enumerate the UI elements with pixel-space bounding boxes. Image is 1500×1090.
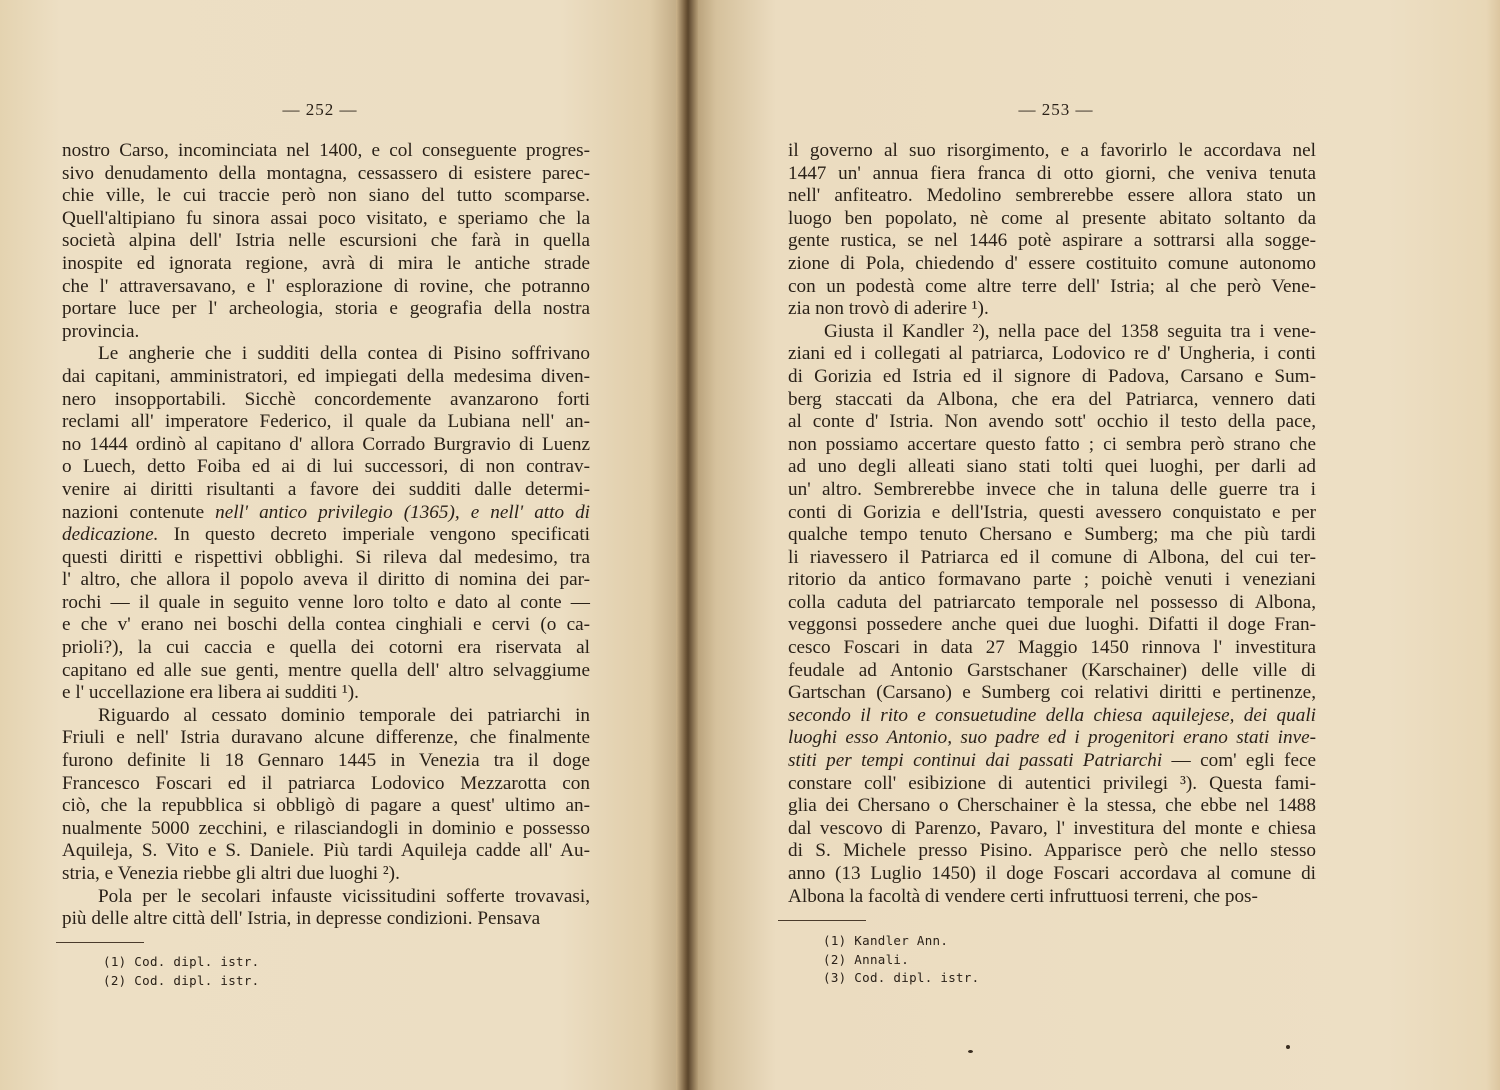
footnote-rule-left <box>56 942 144 943</box>
text-line: Giusta il Kandler ²), nella pace del 1358 seguita tra i vene- <box>824 320 1316 342</box>
text-line: nostro Carso, incominciata nel 1400, e col conseguente progres- <box>62 140 590 161</box>
text-line: più delle altre città dell' Istria, in depresse condizioni. Pensava <box>62 908 541 930</box>
paper-speck <box>1286 1045 1290 1049</box>
footnote-right-1: (1) Kandler Ann. <box>823 933 949 948</box>
left-body-text <box>62 140 590 931</box>
text-line: dedicazione. In questo decreto imperiale vengono specificati <box>62 524 590 546</box>
text-line: Pola per le secolari infauste vicissitudini sofferte trovavasi, <box>98 885 590 907</box>
text-line: di S. Michele presso Pisino. Apparisce però che nello stesso <box>788 840 1316 862</box>
text-line: il governo al suo risorgimento, e a favorirlo le accordava nel <box>788 140 1316 161</box>
text-line: sivo denudamento della montagna, cessassero di esistere parec- <box>62 162 590 184</box>
text-line: nazioni contenute nell' antico privilegio (1365), e nell' atto di <box>62 501 591 523</box>
text-line: luoghi esso Antonio, suo padre ed i progenitori erano stati inve- <box>788 727 1316 749</box>
text-line: venire ai diritti risultanti a favore dei sudditi dalle determi- <box>62 478 590 500</box>
text-line: reclami all' imperatore Federico, il quale da Lubiana nell' an- <box>62 411 590 433</box>
text-line: Riguardo al cessato dominio temporale dei patriarchi in <box>98 704 590 726</box>
book-gutter <box>676 0 698 1090</box>
text-line: o Luech, detto Foiba ed ai di lui successori, di non contrav- <box>62 456 590 478</box>
text-line: gente rustica, se nel 1446 potè aspirare a sottrarsi alla sogge- <box>788 230 1316 252</box>
footnotes-right <box>823 932 980 988</box>
left-page <box>0 0 686 1090</box>
text-line: secondo il rito e consuetudine della chiesa aquilejese, dei quali <box>788 704 1316 726</box>
text-line: li riavessero il Patriarca ed il comune di Albona, del cui ter- <box>788 546 1316 568</box>
text-line: ad uno degli alleati siano stati tolti quei luoghi, per darli ad <box>788 456 1316 478</box>
text-line: e che v' erano nei boschi della contea cinghiali e cervi (o ca- <box>62 614 590 636</box>
text-line: glia dei Chersano o Cherschainer è la stessa, che ebbe nel 1488 <box>788 795 1316 817</box>
text-line: nell' anfiteatro. Medolino sembrerebbe essere allora stato un <box>788 185 1316 207</box>
text-line: Francesco Foscari ed il patriarca Lodovico Mezzarotta con <box>62 772 590 794</box>
text-line: nero insopportabili. Sicchè concordemente avanzarono forti <box>62 388 590 410</box>
text-line: Quell'altipiano fu sinora assai poco visitato, e speriamo che la <box>62 207 590 229</box>
text-line: dai capitani, amministratori, ed impiegati della medesima diven- <box>62 365 590 387</box>
text-line: rochi — il quale in seguito venne loro tolto e dato al conte — <box>62 591 590 613</box>
text-line: Albona la facoltà di vendere certi infruttuosi terreni, che pos- <box>788 885 1258 907</box>
text-fragment: — com' egli fece <box>1162 750 1316 772</box>
text-line: che l' attraversavano, e l' esplorazione di rovine, che potranno <box>62 275 590 297</box>
text-line: nualmente 5000 zecchini, e rilasciandogli in dominio e possesso <box>62 817 590 839</box>
text-line: furono definite li 18 Gennaro 1445 in Venezia tra il doge <box>62 750 590 772</box>
text-line: questi diritti e rispettivi obblighi. Si rileva dal medesimo, tra <box>62 546 590 568</box>
text-line: luogo ben popolato, nè come al presente abitato soltanto da <box>788 207 1316 229</box>
text-line: inospite ed ignorata regione, avrà di mira le antiche strade <box>62 252 590 274</box>
text-line: zione di Pola, chiedendo d' essere costituito comune autonomo <box>788 252 1316 274</box>
text-line: al conte d' Istria. Non avendo sott' occhio il testo della pace, <box>788 411 1316 433</box>
footnote-left-2: (2) Cod. dipl. istr. <box>103 972 260 988</box>
footnote-right-3: (3) Cod. dipl. istr. <box>823 970 980 985</box>
text-line: stiti per tempi continui dai passati Patriarchi — com' egli fece <box>788 750 1316 772</box>
text-line: un' altro. Sembrerebbe invece che in taluna delle guerre tra i <box>788 478 1316 500</box>
footnotes-left <box>103 953 260 990</box>
text-line: chie ville, le cui traccie però non siano del tutto scomparse. <box>62 185 590 207</box>
text-line: stria, e Venezia riebbe gli altri due luoghi ²). <box>62 863 400 884</box>
text-line: feudale ad Antonio Garstschaner (Karschainer) delle ville di <box>788 659 1316 681</box>
text-line: Gartschan (Carsano) e Sumberg coi relativi diritti e pertinenze, <box>788 682 1316 704</box>
text-line: zia non trovò di aderire ¹). <box>788 298 989 320</box>
text-line: ritorio da antico formavano parte ; poichè venuti i veneziani <box>788 569 1316 591</box>
text-line: dal vescovo di Parenzo, Pavaro, l' investitura del monte e chiesa <box>788 817 1316 839</box>
text-line: portare luce per l' archeologia, storia e geografia della nostra <box>62 298 590 320</box>
text-line: Le angherie che i sudditi della contea di Pisino soffrivano <box>98 343 590 365</box>
text-line: conti di Gorizia e dell'Istria, questi avessero conquistato e per <box>788 501 1316 523</box>
text-line: Aquileja, S. Vito e S. Daniele. Più tardi Aquileja cadde all' Au- <box>62 840 590 862</box>
italic-citation: nell' antico privilegio (1365), e nell' atto di <box>215 501 591 523</box>
paper-speck <box>968 1050 973 1053</box>
text-line: e l' uccellazione era libera ai sudditi ¹). <box>62 682 359 704</box>
footnote-left-1: (1) Cod. dipl. istr. <box>103 954 260 969</box>
page-number-right: — 253 — <box>1018 100 1094 119</box>
footnote-rule-right <box>778 920 866 921</box>
right-page <box>686 0 1500 1090</box>
text-line: di Gorizia ed Istria ed il signore di Padova, Carsano e Sum- <box>788 365 1316 387</box>
text-line: ziani ed i collegati al patriarca, Lodovico re d' Ungheria, i conti <box>788 343 1316 365</box>
text-line: provincia. <box>62 320 140 342</box>
text-line: cesco Foscari in data 27 Maggio 1450 rinnova l' investitura <box>788 637 1316 659</box>
text-line: no 1444 ordinò al capitano d' allora Corrado Burgravio di Luenz <box>62 433 590 455</box>
text-line: prioli?), la cui caccia e quella dei cotorni era riservata al <box>62 637 590 659</box>
footnote-right-2: (2) Annali. <box>823 951 910 967</box>
text-line: con un podestà come altre terre dell' Istria; al che però Vene- <box>788 275 1316 297</box>
text-line: ciò, che la repubblica si obbligò di pagare a quest' ultimo an- <box>62 795 590 817</box>
text-line: veggonsi possedere anche quei due luoghi. Difatti il doge Fran- <box>788 614 1316 636</box>
right-body-text <box>788 140 1316 908</box>
text-line: constare coll' esibizione di autentici privilegi ³). Questa fami- <box>788 772 1316 794</box>
text-line: non possiamo accertare questo fatto ; ci sembra però strano che <box>788 433 1316 455</box>
text-line: capitano ed alle sue genti, mentre quella dell' altro selvaggiume <box>62 659 590 681</box>
text-line: società alpina dell' Istria nelle escursioni che farà in quella <box>62 230 590 252</box>
page-number-left: — 252 — <box>282 100 358 119</box>
text-line: 1447 un' annua fiera franca di otto giorni, che veniva tenuta <box>788 162 1316 184</box>
text-line: l' altro, che allora il popolo aveva il diritto di nomina dei par- <box>62 569 590 591</box>
text-line: anno (13 Luglio 1450) il doge Foscari accordava al comune di <box>788 863 1316 884</box>
text-line: berg staccati da Albona, che era del Patriarca, vennero dati <box>788 388 1316 410</box>
text-line: Friuli e nell' Istria duravano alcune differenze, che finalmente <box>62 727 590 749</box>
text-line: qualche tempo tenuto Chersano e Sumberg; ma che più tardi <box>788 524 1316 546</box>
text-line: colla caduta del patriarcato temporale nel possesso di Albona, <box>788 591 1316 613</box>
